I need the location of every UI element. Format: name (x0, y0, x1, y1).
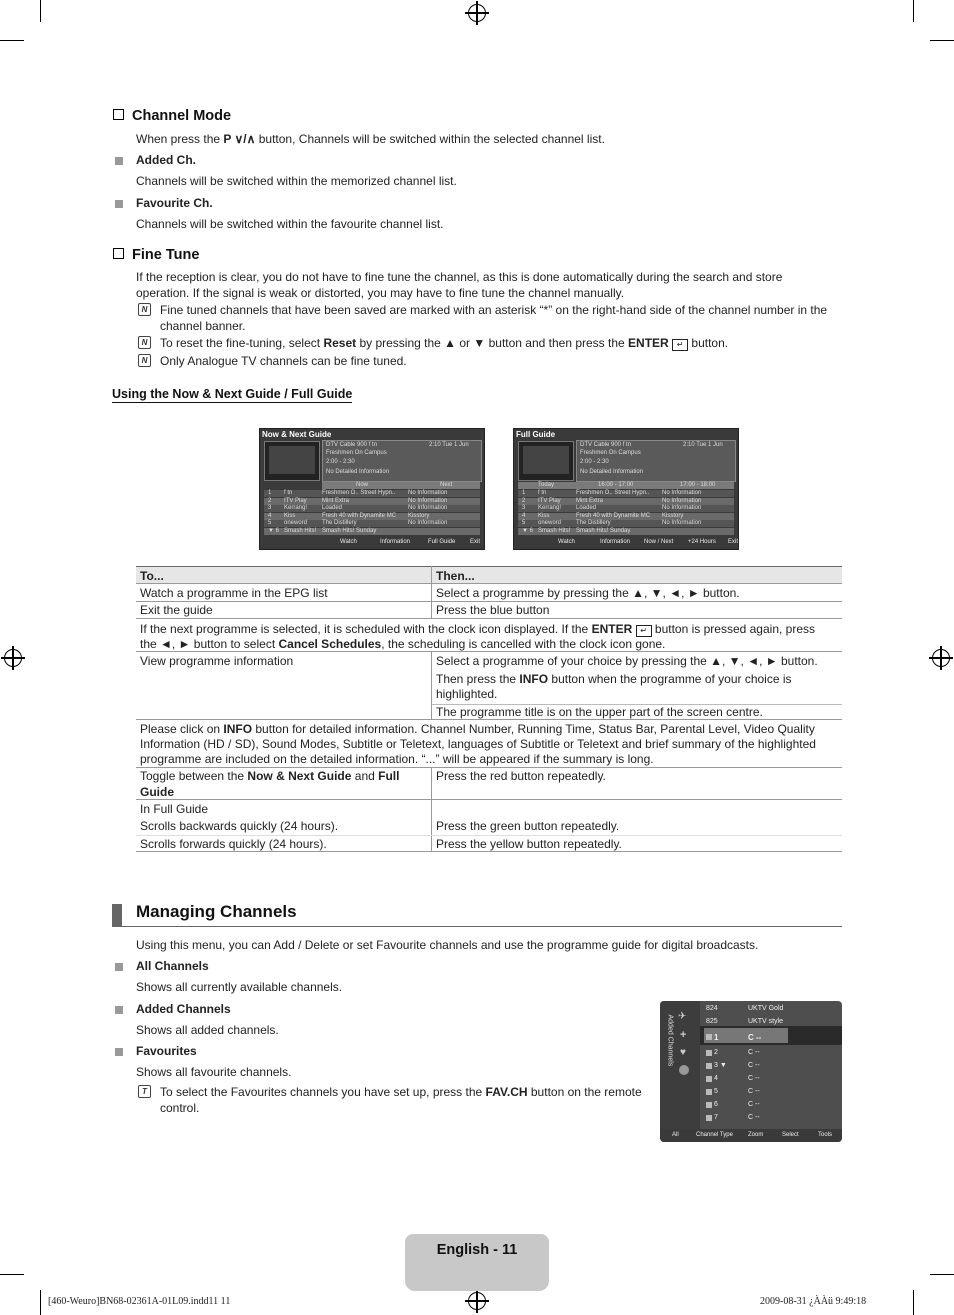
table-cell: Please click on INFO button for detailed information. Channel Number, Running Time, Status Bar, Parental Level, Video Quality (140, 722, 815, 736)
table-header-then: Then... (436, 569, 475, 583)
panel-footer: All Channel Type Zoom Select Tools (660, 1129, 842, 1142)
bullet-icon (115, 1048, 123, 1056)
table-cell: Press the green button repeatedly. (436, 819, 620, 833)
programme-info-box: DTV Cable 900 f tn 2:10 Tue 1 Jun Freshmen On Campus 2:00 - 2:30 No Detailed Information (322, 440, 482, 482)
all-channels-title: All Channels (136, 959, 209, 973)
table-cell: Toggle between the Now & Next Guide and Full (140, 769, 400, 783)
table-rule (136, 618, 842, 619)
crop-mark (913, 1290, 914, 1315)
epg-icon (679, 1065, 689, 1075)
guide-row: 5 oneword The Distillery No Information (518, 520, 734, 527)
all-channels-text: Shows all currently available channels. (136, 980, 343, 994)
heart-icon: ♥ (680, 1047, 686, 1058)
bullet-icon (115, 963, 123, 971)
guide-row: ▼ 6 Smash Hits! Smash Hits! Sunday (518, 528, 734, 535)
table-rule (136, 767, 842, 768)
now-next-title: Now & Next Guide (262, 430, 332, 439)
guide-section-heading: Using the Now & Next Guide / Full Guide (112, 387, 353, 401)
table-cell: View programme information (140, 654, 294, 668)
note-icon: N (138, 336, 151, 349)
guide-row: ▼ 6 Smash Hits! Smash Hits! Sunday (264, 528, 480, 535)
table-cell: programme are included on the detailed information. “...” will be appeared if the summary is long. (140, 752, 654, 766)
guide-row: 2 ITV Play Mint Extra No Information (518, 498, 734, 505)
table-cell: The programme title is on the upper part of the screen centre. (436, 705, 763, 719)
added-ch-text: Channels will be switched within the memorized channel list. (136, 174, 457, 188)
channel-type-icon (706, 1102, 712, 1108)
table-header-to: To... (140, 569, 164, 583)
crop-mark (913, 0, 914, 22)
guide-row: 1 f tn Freshmen O.. Street Hypn.. No Information (518, 490, 734, 497)
side-label: Added Channels (666, 1014, 674, 1067)
fine-tune-note1b: channel banner. (160, 319, 246, 333)
registration-mark-icon (468, 1292, 486, 1310)
date-info: 2009-08-31 ¿ÀÀü 9:49:18 (760, 1296, 867, 1307)
fine-tune-para2: operation. If the signal is weak or distorted, you may have to fine tune the channel manually. (136, 286, 625, 300)
favourites-note-l2: control. (160, 1101, 200, 1115)
guide-row: 3 Kerrang! Loaded No Information (518, 505, 734, 512)
fine-tune-note2: To reset the fine-tuning, select Reset by pressing the ▲ or ▼ button and then press the ENTER ↵ button. (160, 336, 729, 350)
table-cell: Scrolls forwards quickly (24 hours). (140, 837, 327, 851)
managing-heading: Managing Channels (136, 902, 297, 921)
fine-tune-note3: Only Analogue TV channels can be fine tuned. (160, 354, 407, 368)
enter-icon: ↵ (672, 339, 688, 351)
full-guide-screenshot (513, 428, 739, 550)
channel-row: 2 C -- (702, 1047, 842, 1060)
note-icon: N (138, 354, 151, 367)
guide-column-header: Now Next (322, 482, 480, 489)
remote-note-icon: T (138, 1085, 151, 1098)
bullet-icon (115, 1006, 123, 1014)
channel-mode-heading: Channel Mode (113, 108, 231, 124)
channel-row: 5 C -- (702, 1086, 842, 1099)
favourite-ch-text: Channels will be switched within the favourite channel list. (136, 217, 444, 231)
channel-row: 4 C -- (702, 1073, 842, 1086)
fine-tune-note1a: Fine tuned channels that have been saved are marked with an asterisk “*” on the right-hand side of the channel number in the (160, 303, 828, 317)
added-ch-title: Added Ch. (136, 153, 196, 167)
table-cell: Select a programme by pressing the ▲, ▼, ◄, ► button. (436, 586, 740, 600)
programme-info-box: DTV Cable 900 f tn 2:10 Tue 1 Jun Freshmen On Campus 2:00 - 2:30 No Detailed Information (576, 440, 736, 482)
guide-column-header: Today 16:00 - 17:00 17:00 - 18:00 (518, 482, 734, 489)
guide-row: 3 Kerrang! Loaded No Information (264, 505, 480, 512)
added-channels-title: Added Channels (136, 1002, 231, 1016)
now-next-guide-screenshot (259, 428, 485, 550)
note-icon: N (138, 303, 151, 316)
channel-row: 3 ▼ C -- (702, 1060, 842, 1073)
enter-icon: ↵ (636, 625, 652, 637)
channel-type-icon (706, 1076, 712, 1082)
guide-row: 1 f tn Freshmen O.. Street Hypn.. No Information (264, 490, 480, 497)
table-cell: If the next programme is selected, it is scheduled with the clock icon displayed. If the ENTER ↵ button is pressed again, press (140, 622, 816, 636)
tv-thumbnail (518, 441, 574, 481)
table-cell: In Full Guide (140, 802, 209, 816)
channel-type-icon (706, 1115, 712, 1121)
table-rule (136, 566, 842, 567)
crop-mark (40, 1290, 41, 1315)
checkbox-icon (113, 109, 124, 120)
table-rule (136, 835, 842, 836)
table-cell: Information (HD / SD), Sound Modes, Subtitle or Teletext, languages of Subtitle or Teletext and brief summary of the highlighted (140, 737, 816, 751)
channel-type-icon (706, 1050, 712, 1056)
page-label: English - 11 (436, 1242, 518, 1258)
crop-mark (930, 1274, 954, 1275)
table-cell: Then press the INFO button when the programme of your choice is (436, 672, 792, 686)
add-icon: + (680, 1029, 687, 1041)
full-guide-footer: Watch Information Now / Next +24 Hours Exit (558, 539, 739, 545)
channel-mode-intro: When press the P ∨/∧ button, Channels will be switched within the selected channel list. (136, 132, 605, 146)
satellite-icon: ✈ (678, 1011, 687, 1022)
channel-row: 6 C -- (702, 1099, 842, 1112)
guide-row: 4 Kiss Fresh 40 with Dynamite MC Kisstory (518, 513, 734, 520)
tv-thumbnail (264, 441, 320, 481)
favourites-text: Shows all favourite channels. (136, 1065, 292, 1079)
full-guide-title: Full Guide (516, 430, 556, 439)
table-cell: Exit the guide (140, 603, 213, 617)
table-rule (136, 799, 842, 800)
channel-row: 1 C -- (702, 1031, 842, 1044)
favourites-title: Favourites (136, 1044, 197, 1058)
table-cell: Press the yellow button repeatedly. (436, 837, 622, 851)
table-cell: Press the red button repeatedly. (436, 769, 606, 783)
channel-row: 7 C -- (702, 1112, 842, 1125)
registration-mark-icon (468, 4, 486, 22)
table-divider (431, 767, 432, 851)
managing-intro: Using this menu, you can Add / Delete or set Favourite channels and use the programme guide for digital broadcasts. (136, 938, 759, 952)
section-bar-icon (112, 904, 122, 926)
table-cell: Select a programme of your choice by pressing the ▲, ▼, ◄, ► button. (436, 654, 818, 668)
channel-type-icon (706, 1034, 712, 1040)
table-cell: the ◄, ► button to select Cancel Schedules, the scheduling is cancelled with the clock icon gone. (140, 637, 666, 651)
file-info: [460-Weuro]BN68-02361A-01L09.indd11 11 (48, 1296, 231, 1307)
section-rule (112, 926, 842, 927)
table-cell: highlighted. (436, 687, 498, 701)
table-cell: Press the blue button (436, 603, 550, 617)
crop-mark (930, 40, 954, 41)
registration-mark-icon (4, 649, 22, 667)
channel-list-screenshot (660, 1001, 842, 1142)
guide-row: 5 oneword The Distillery No Information (264, 520, 480, 527)
table-rule (136, 601, 842, 602)
table-cell: Scrolls backwards quickly (24 hours). (140, 819, 339, 833)
page-number-tab (405, 1234, 549, 1291)
table-divider (431, 651, 432, 719)
checkbox-icon (113, 248, 124, 259)
fine-tune-para1: If the reception is clear, you do not have to fine tune the channel, as this is done automatically during the search and store (136, 270, 783, 284)
table-rule (136, 583, 842, 584)
table-header-bg (136, 566, 842, 583)
crop-mark (40, 0, 41, 22)
channel-row: 824 UKTV Gold (706, 1005, 784, 1012)
guide-row: 4 Kiss Fresh 40 with Dynamite MC Kisstory (264, 513, 480, 520)
channel-row: 825 UKTV style (706, 1018, 784, 1025)
table-divider (431, 566, 432, 618)
now-next-footer: Watch Information Full Guide Exit (340, 539, 481, 545)
guide-row: 2 ITV Play Mint Extra No Information (264, 498, 480, 505)
table-cell: Watch a programme in the EPG list (140, 586, 328, 600)
crop-mark (0, 1274, 24, 1275)
favourites-note: To select the Favourites channels you have set up, press the FAV.CH button on the remote (160, 1085, 642, 1099)
bullet-icon (115, 157, 123, 165)
channel-type-icon (706, 1089, 712, 1095)
registration-mark-icon (932, 649, 950, 667)
crop-mark (0, 40, 24, 41)
added-channels-text: Shows all added channels. (136, 1023, 279, 1037)
channel-type-icon (706, 1063, 712, 1069)
fine-tune-heading: Fine Tune (113, 247, 199, 263)
favourite-ch-title: Favourite Ch. (136, 196, 213, 210)
bullet-icon (115, 200, 123, 208)
table-cell: Guide (140, 785, 175, 799)
